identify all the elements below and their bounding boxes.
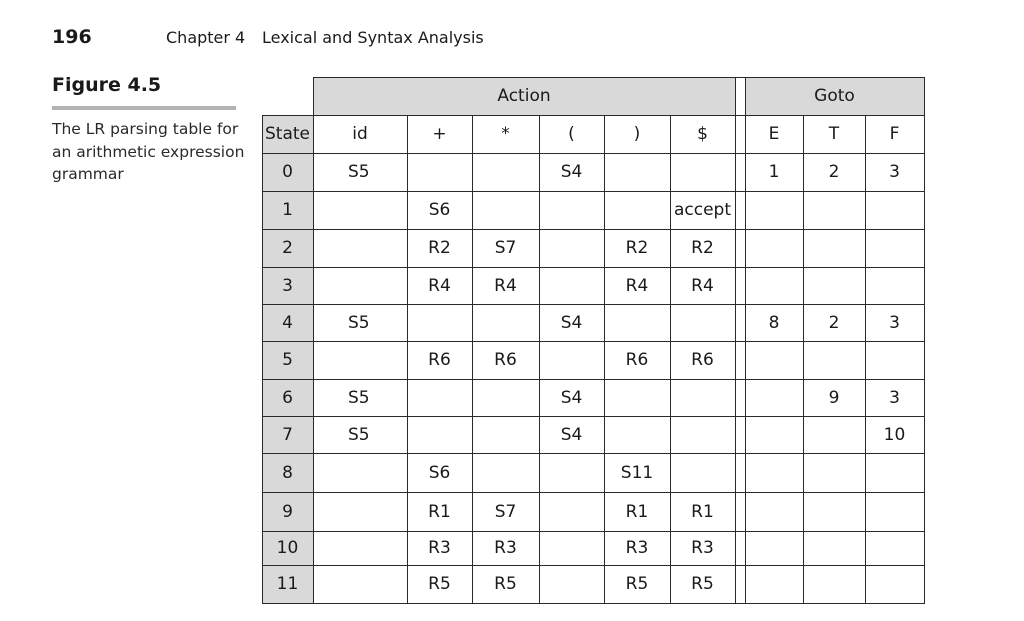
- column-header-goto: E: [768, 124, 780, 144]
- action-cell: [472, 416, 539, 453]
- column-header-action: $: [697, 124, 708, 144]
- action-cell: S5: [348, 387, 370, 408]
- row-state: 7: [282, 424, 293, 445]
- grid-line: [262, 304, 925, 305]
- action-cell: [670, 416, 735, 453]
- action-cell: S4: [560, 162, 583, 182]
- action-cell: [472, 304, 539, 341]
- column-header-action: *: [501, 124, 510, 144]
- grid-line: [262, 492, 925, 493]
- figure-rule: [52, 106, 236, 110]
- goto-cell: 2: [828, 312, 840, 333]
- goto-cell: [803, 416, 865, 453]
- action-cell: [313, 531, 407, 565]
- goto-cell: [803, 565, 865, 603]
- action-cell: [472, 153, 539, 191]
- action-cell: [670, 304, 735, 341]
- grid-line: [262, 603, 925, 604]
- column-header-action: ): [633, 124, 641, 144]
- action-cell: S7: [494, 501, 517, 522]
- goto-cell: 3: [889, 387, 900, 408]
- grid-line: [924, 77, 925, 604]
- goto-cell: [865, 191, 924, 229]
- row-state: 5: [282, 350, 293, 370]
- row-state: 3: [282, 275, 293, 296]
- goto-cell: 3: [889, 312, 900, 333]
- grid-line: [262, 191, 925, 192]
- action-cell: S5: [348, 424, 370, 445]
- goto-cell: [865, 453, 924, 492]
- action-cell: [670, 379, 735, 416]
- action-cell: R3: [625, 538, 649, 558]
- action-group-header: Action: [497, 86, 551, 106]
- row-state: 6: [282, 387, 293, 408]
- row-state: 11: [276, 574, 299, 594]
- grid-line: [262, 115, 263, 604]
- action-cell: S4: [560, 387, 583, 408]
- action-cell: R1: [625, 501, 649, 522]
- action-cell: R3: [494, 538, 517, 558]
- grid-line: [472, 115, 473, 604]
- action-cell: R4: [691, 275, 714, 296]
- goto-cell: [803, 267, 865, 304]
- action-cell: [407, 304, 472, 341]
- action-cell: [472, 379, 539, 416]
- action-cell: R3: [691, 538, 714, 558]
- grid-line: [262, 453, 925, 454]
- action-cell: [539, 565, 604, 603]
- goto-cell: [745, 267, 803, 304]
- action-cell: R1: [428, 501, 451, 522]
- goto-cell: [803, 492, 865, 531]
- column-header-action: +: [432, 124, 447, 144]
- action-cell: [670, 453, 735, 492]
- action-cell: S4: [560, 424, 583, 445]
- action-cell: R5: [428, 574, 451, 594]
- action-cell: [539, 492, 604, 531]
- goto-cell: 1: [768, 162, 780, 182]
- column-header-state: State: [265, 124, 310, 144]
- action-cell: accept: [673, 200, 732, 220]
- goto-cell: 10: [883, 424, 906, 445]
- goto-cell: [865, 267, 924, 304]
- action-cell: R6: [625, 350, 649, 370]
- action-cell: S5: [348, 312, 370, 333]
- grid-line: [407, 115, 408, 604]
- goto-cell: [803, 453, 865, 492]
- action-cell: [407, 153, 472, 191]
- action-cell: [313, 453, 407, 492]
- grid-line: [262, 267, 925, 268]
- grid-line: [539, 115, 540, 604]
- row-state: 8: [282, 462, 293, 483]
- goto-cell: [803, 531, 865, 565]
- goto-cell: [745, 531, 803, 565]
- action-cell: [313, 191, 407, 229]
- goto-cell: [803, 229, 865, 267]
- action-cell: [313, 565, 407, 603]
- action-cell: [313, 229, 407, 267]
- action-cell: [407, 379, 472, 416]
- action-cell: [604, 153, 670, 191]
- grid-line: [313, 77, 925, 78]
- action-cell: S6: [428, 462, 451, 483]
- action-cell: S6: [428, 200, 451, 220]
- column-header-goto: F: [889, 124, 900, 144]
- action-cell: [313, 492, 407, 531]
- action-cell: [670, 153, 735, 191]
- action-cell: R6: [428, 350, 451, 370]
- grid-line: [262, 416, 925, 417]
- action-cell: S7: [494, 238, 517, 258]
- column-header-goto: T: [828, 124, 840, 144]
- action-cell: R6: [691, 350, 714, 370]
- action-cell: R2: [625, 238, 649, 258]
- chapter-title: Lexical and Syntax Analysis: [262, 28, 484, 47]
- action-cell: [604, 191, 670, 229]
- goto-cell: [865, 341, 924, 379]
- row-state: 4: [282, 312, 293, 333]
- grid-line: [262, 229, 925, 230]
- row-state: 9: [282, 501, 293, 522]
- action-cell: [539, 341, 604, 379]
- action-cell: [539, 531, 604, 565]
- chapter-label: Chapter 4: [166, 28, 246, 47]
- action-cell: R4: [494, 275, 517, 296]
- action-cell: [407, 416, 472, 453]
- goto-cell: [865, 531, 924, 565]
- grid-line: [262, 531, 925, 532]
- goto-cell: [745, 379, 803, 416]
- figure-label: Figure 4.5: [52, 74, 162, 96]
- action-cell: [539, 267, 604, 304]
- goto-group-header: Goto: [814, 86, 855, 106]
- page-number: 196: [52, 26, 92, 48]
- action-cell: R6: [494, 350, 517, 370]
- grid-line: [745, 77, 746, 604]
- goto-cell: 8: [768, 312, 780, 333]
- goto-cell: [865, 229, 924, 267]
- action-cell: [313, 267, 407, 304]
- grid-line: [803, 115, 804, 604]
- action-cell: [472, 191, 539, 229]
- grid-line: [604, 115, 605, 604]
- goto-cell: [745, 565, 803, 603]
- goto-cell: 3: [889, 162, 900, 182]
- goto-cell: [803, 191, 865, 229]
- action-cell: S5: [348, 162, 370, 182]
- action-cell: [604, 379, 670, 416]
- goto-cell: [745, 492, 803, 531]
- action-cell: [472, 453, 539, 492]
- action-cell: R1: [691, 501, 714, 522]
- goto-cell: 9: [828, 387, 840, 408]
- grid-line: [262, 153, 925, 154]
- action-cell: S4: [560, 312, 583, 333]
- action-cell: S11: [620, 462, 654, 483]
- action-cell: R5: [691, 574, 714, 594]
- action-cell: R4: [625, 275, 649, 296]
- grid-line: [262, 115, 925, 116]
- grid-line: [313, 77, 314, 604]
- goto-cell: 2: [828, 162, 840, 182]
- row-state: 0: [282, 162, 293, 182]
- goto-cell: [865, 565, 924, 603]
- action-cell: R5: [494, 574, 517, 594]
- figure-caption: The LR parsing table for an arithmetic expression grammar: [52, 120, 245, 183]
- action-cell: R3: [428, 538, 451, 558]
- action-cell: [604, 416, 670, 453]
- action-cell: [604, 304, 670, 341]
- grid-line: [735, 77, 736, 604]
- goto-cell: [745, 416, 803, 453]
- goto-cell: [745, 453, 803, 492]
- action-cell: [313, 341, 407, 379]
- action-cell: [539, 453, 604, 492]
- goto-cell: [745, 341, 803, 379]
- grid-line: [262, 379, 925, 380]
- row-state: 2: [282, 238, 293, 258]
- row-state: 1: [282, 200, 293, 220]
- action-cell: R4: [428, 275, 451, 296]
- grid-line: [262, 341, 925, 342]
- action-cell: [539, 229, 604, 267]
- grid-line: [262, 565, 925, 566]
- goto-cell: [803, 341, 865, 379]
- goto-cell: [865, 492, 924, 531]
- row-state: 10: [276, 538, 299, 558]
- goto-cell: [745, 229, 803, 267]
- action-cell: R2: [428, 238, 451, 258]
- action-cell: [539, 191, 604, 229]
- goto-cell: [745, 191, 803, 229]
- action-cell: R2: [691, 238, 714, 258]
- action-cell: R5: [625, 574, 649, 594]
- column-header-action: (: [568, 124, 575, 144]
- grid-line: [865, 115, 866, 604]
- grid-line: [670, 115, 671, 604]
- column-header-action: id: [352, 124, 368, 144]
